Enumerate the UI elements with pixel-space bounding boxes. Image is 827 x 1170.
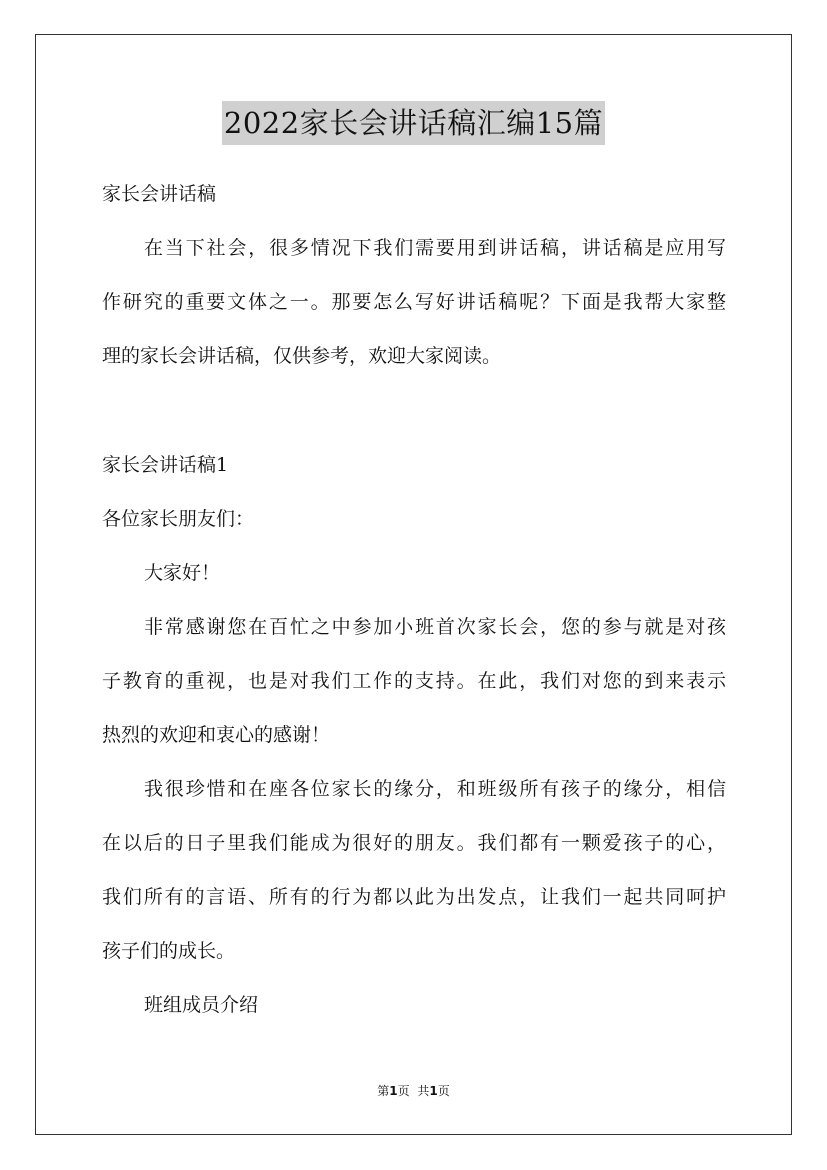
intro-line: 在当下社会，很多情况下我们需要用到讲话稿，讲话稿是应用写: [144, 237, 726, 259]
paragraph-line: 热烈的欢迎和衷心的感谢！: [102, 724, 331, 746]
page-number: 1: [389, 1084, 398, 1098]
paragraph-line: 我们所有的言语、所有的行为都以此为出发点，让我们一起共同呵护: [102, 886, 726, 908]
salutation: 各位家长朋友们：: [102, 508, 255, 530]
page-suffix: 页: [397, 1084, 410, 1098]
total-pages: 1: [429, 1084, 438, 1098]
paragraph-line: 孩子们的成长。: [102, 940, 236, 962]
intro-heading: 家长会讲话稿: [102, 183, 217, 205]
paragraph-line: 我很珍惜和在座各位家长的缘分，和班级所有孩子的缘分，相信: [144, 778, 726, 800]
total-prefix: 共: [417, 1084, 430, 1098]
subheading: 班组成员介绍: [144, 994, 259, 1016]
total-suffix: 页: [437, 1084, 450, 1098]
paragraph-line: 在以后的日子里我们能成为很好的朋友。我们都有一颗爱孩子的心，: [102, 832, 726, 854]
intro-line: 作研究的重要文体之一。那要怎么写好讲话稿呢？下面是我帮大家整: [102, 291, 726, 313]
paragraph-line: 子教育的重视，也是对我们工作的支持。在此，我们对您的到来表示: [102, 670, 726, 692]
document-title: 2022家长会讲话稿汇编15篇: [222, 101, 605, 145]
page-prefix: 第: [377, 1084, 390, 1098]
section-heading: 家长会讲话稿1: [102, 454, 229, 476]
title-container: [0, 101, 827, 145]
greeting: 大家好！: [144, 562, 221, 584]
paragraph-line: 非常感谢您在百忙之中参加小班首次家长会，您的参与就是对孩: [144, 616, 726, 638]
page-footer: [0, 1082, 827, 1100]
intro-line: 理的家长会讲话稿，仅供参考，欢迎大家阅读。: [102, 345, 502, 367]
